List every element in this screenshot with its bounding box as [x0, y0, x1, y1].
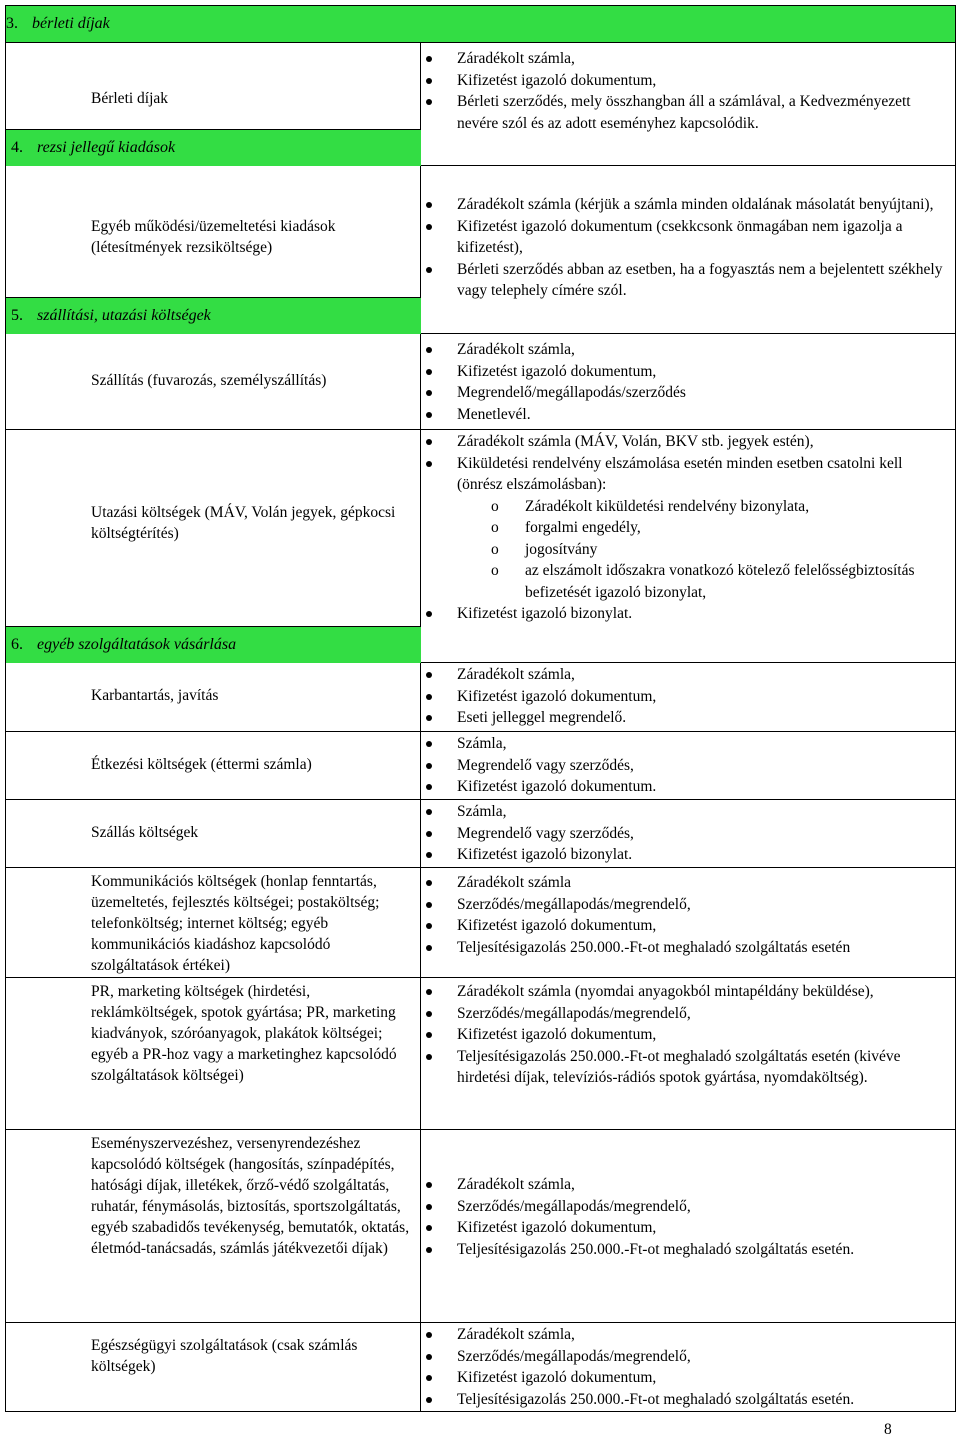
list-item: Záradékolt számla (MÁV, Volán, BKV stb. jegyek estén), [421, 431, 947, 453]
row-label: Karbantartás, javítás [91, 687, 219, 704]
list-item: Záradékolt számla (nyomdai anyagokból mintapéldány beküldése), [421, 981, 947, 1003]
row-requirements-cell [421, 334, 956, 430]
row-requirements-cell [421, 43, 956, 166]
row-label: Kommunikációs költségek (honlap fenntartás, üzemeltetés, fejlesztés költségei; postaköltség; telefonköltség; internet költség; egyéb kommunikációs kiadáshoz kapcsolódó szolgáltatások értékei) [91, 873, 380, 974]
row-label-cell [6, 430, 421, 663]
row-label: Egészségügyi szolgáltatások (csak számlás költségek) [91, 1337, 358, 1375]
row-label-cell [6, 800, 421, 868]
list-item: Záradékolt számla, [421, 664, 947, 686]
list-item: Kifizetést igazoló dokumentum, [421, 915, 947, 937]
list-item: Teljesítésigazolás 250.000.-Ft-ot meghaladó szolgáltatás esetén. [421, 1239, 947, 1261]
list-item: Kifizetést igazoló dokumentum. [421, 776, 947, 798]
section-title: szállítási, utazási költségek [37, 307, 211, 324]
row-label-cell [6, 43, 421, 166]
list-item: Kifizetést igazoló dokumentum, [421, 1367, 947, 1389]
list-item: Kifizetést igazoló dokumentum, [421, 1217, 947, 1239]
requirements-list [421, 733, 955, 798]
list-item: Szerződés/megállapodás/megrendelő, [421, 1346, 947, 1368]
row-label: Szállás költségek [91, 824, 199, 841]
row-label: Szállítás (fuvarozás, személyszállítás) [91, 372, 327, 389]
row-label-cell [6, 166, 421, 334]
row-label: Bérleti díjak [91, 90, 169, 107]
list-item: Kifizetést igazoló dokumentum, [421, 686, 947, 708]
list-item: Szerződés/megállapodás/megrendelő, [421, 1196, 947, 1218]
requirements-list [421, 48, 955, 134]
row-requirements-cell [421, 868, 956, 978]
list-item: Kiküldetési rendelvény elszámolása esetén minden esetben csatolni kell (önrész elszámolásban): [421, 453, 947, 496]
row-label-cell [6, 868, 421, 978]
row-label-cell [6, 732, 421, 800]
row-requirements-cell [421, 800, 956, 868]
list-item: Bérleti szerződés abban az esetben, ha a fogyasztás nem a bejelentett székhely vagy telephely címére szól. [421, 259, 947, 302]
list-item: Teljesítésigazolás 250.000.-Ft-ot meghaladó szolgáltatás esetén [421, 937, 947, 959]
requirements-list [421, 194, 955, 302]
row-label-cell [6, 334, 421, 430]
list-item: Kifizetést igazoló dokumentum, [421, 70, 947, 92]
requirements-list [421, 1324, 955, 1410]
row-requirements-cell [421, 430, 956, 663]
requirements-list [421, 431, 955, 625]
list-item: Záradékolt számla, [421, 48, 947, 70]
row-label-cell [6, 978, 421, 1130]
requirements-list [421, 872, 955, 958]
row-requirements-cell [421, 732, 956, 800]
row-label-cell [6, 1130, 421, 1323]
sub-list-item: o jogosítvány [421, 539, 947, 561]
row-requirements-cell [421, 1323, 956, 1412]
section-number: 6. [11, 636, 23, 653]
list-item: Kifizetést igazoló dokumentum (csekkcsonk önmagában nem igazolja a kifizetést), [421, 216, 947, 259]
list-item: Szerződés/megállapodás/megrendelő, [421, 894, 947, 916]
row-requirements-cell [421, 166, 956, 334]
list-item: Bérleti szerződés, mely összhangban áll a számlával, a Kedvezményezett nevére szól és az adott eseményhez kapcsolódik. [421, 91, 947, 134]
section-header-5 [6, 297, 421, 334]
row-label-cell [6, 663, 421, 732]
list-item: Kifizetést igazoló dokumentum, [421, 1024, 947, 1046]
row-label: Eseményszervezéshez, versenyrendezéshez kapcsolódó költségek (hangosítás, színpadépítés, hatósági díjak, illetékek, őrző-védő szolgáltatás, ruhatár, fénymásolás, biztosítás, sportszolgáltatás, egyéb szabadidős tevékenység, bemutatók, oktatás, életmód-tanácsadás, számlás játékvezetői díjak) [91, 1135, 410, 1257]
list-item: Megrendelő vagy szerződés, [421, 755, 947, 777]
list-item: Számla, [421, 733, 947, 755]
sub-list-item: o az elszámolt időszakra vonatkozó kötelező felelősségbiztosítás befizetését igazoló bizonylat, [421, 560, 947, 603]
section-header-3 [6, 6, 956, 43]
section-header-4 [6, 129, 421, 166]
list-item: Teljesítésigazolás 250.000.-Ft-ot meghaladó szolgáltatás esetén. [421, 1389, 947, 1411]
page-number: 8 [884, 1421, 892, 1438]
list-item: Kifizetést igazoló bizonylat. [421, 603, 947, 625]
list-item: Záradékolt számla, [421, 1174, 947, 1196]
list-item: Kifizetést igazoló bizonylat. [421, 844, 947, 866]
list-item: Záradékolt számla (kérjük a számla minden oldalának másolatát benyújtani), [421, 194, 947, 216]
row-label: PR, marketing költségek (hirdetési, reklámköltségek, spotok gyártása; PR, marketing kiadványok, szóróanyagok, plakátok költségei; egyéb a PR-hoz vagy a marketinghez kapcsolódó szolgáltatások költségei) [91, 983, 397, 1084]
section-header-6 [6, 626, 421, 663]
section-number: 3. [6, 15, 18, 32]
section-title: rezsi jellegű kiadások [37, 139, 176, 156]
row-requirements-cell [421, 663, 956, 732]
sub-list-item: o forgalmi engedély, [421, 517, 947, 539]
list-item: Záradékolt számla, [421, 339, 947, 361]
list-item: Számla, [421, 801, 947, 823]
row-label: Étkezési költségek (éttermi számla) [91, 756, 312, 773]
section-title: egyéb szolgáltatások vásárlása [37, 636, 237, 653]
list-item: Záradékolt számla [421, 872, 947, 894]
list-item: Szerződés/megállapodás/megrendelő, [421, 1003, 947, 1025]
list-item: Kifizetést igazoló dokumentum, [421, 361, 947, 383]
list-item: Eseti jelleggel megrendelő. [421, 707, 947, 729]
list-item: Megrendelő/megállapodás/szerződés [421, 382, 947, 404]
requirements-list [421, 1174, 955, 1260]
row-requirements-cell [421, 1130, 956, 1323]
list-item: Menetlevél. [421, 404, 947, 426]
requirements-list [421, 981, 955, 1089]
section-number: 5. [11, 307, 23, 324]
section-title: bérleti díjak [32, 15, 110, 32]
row-label-cell [6, 1323, 421, 1412]
requirements-list [421, 664, 955, 729]
row-label: Egyéb működési/üzemeltetési kiadások (létesítmények rezsiköltsége) [91, 218, 336, 256]
document-page [5, 5, 955, 1413]
cost-table [5, 5, 956, 1412]
list-item: Megrendelő vagy szerződés, [421, 823, 947, 845]
list-item: Záradékolt számla, [421, 1324, 947, 1346]
requirements-list [421, 801, 955, 866]
requirements-list [421, 339, 955, 425]
section-number: 4. [11, 139, 23, 156]
row-requirements-cell [421, 978, 956, 1130]
sub-list-item: o Záradékolt kiküldetési rendelvény bizonylata, [421, 496, 947, 518]
list-item: Teljesítésigazolás 250.000.-Ft-ot meghaladó szolgáltatás esetén (kivéve hirdetési díjak, televíziós-rádiós spotok gyártása, nyomdaköltség). [421, 1046, 947, 1089]
row-label: Utazási költségek (MÁV, Volán jegyek, gépkocsi költségtérítés) [91, 504, 396, 542]
